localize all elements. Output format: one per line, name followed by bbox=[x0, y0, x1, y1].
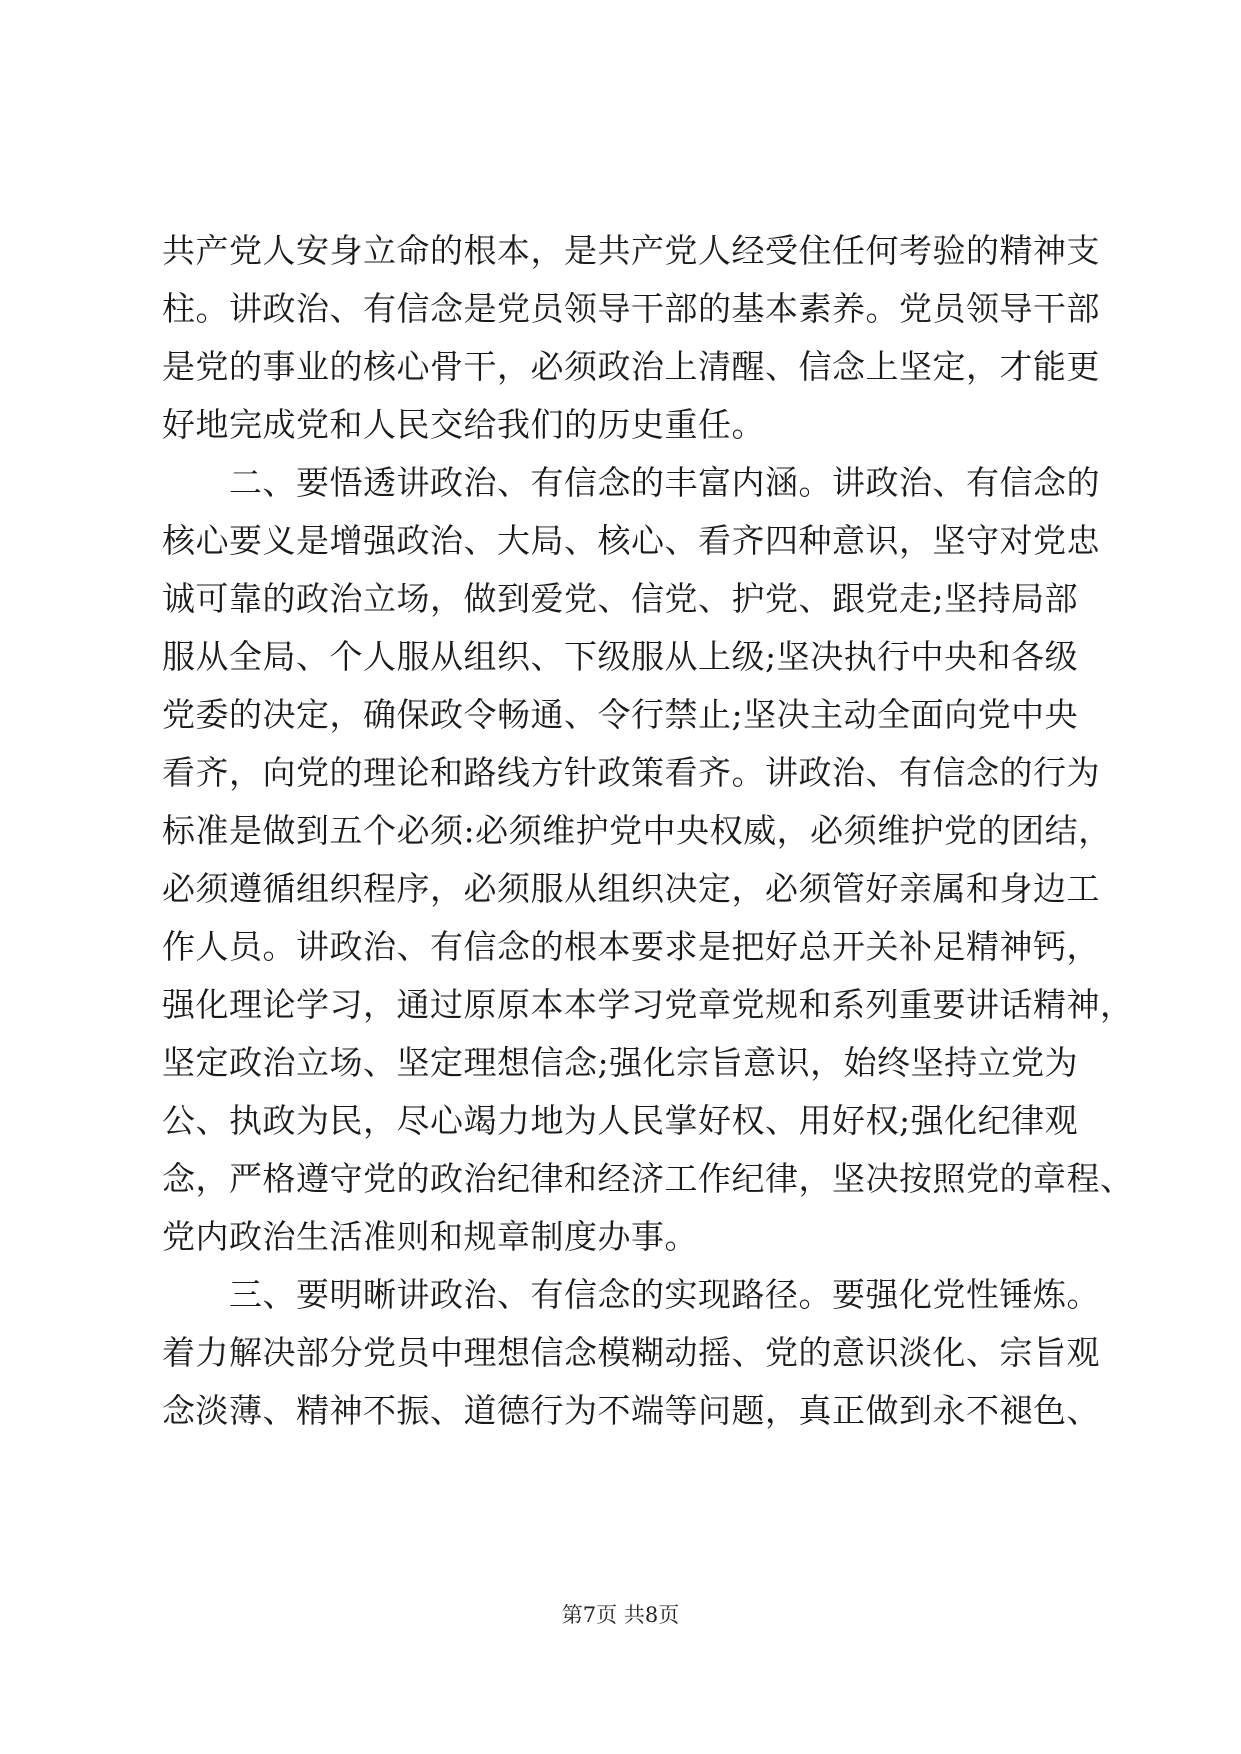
text-line: 着力解决部分党员中理想信念模糊动摇、党的意识淡化、宗旨观 bbox=[162, 1333, 1100, 1372]
text-line: 作人员。讲政治、有信念的根本要求是把好总开关补足精神钙， bbox=[162, 927, 1100, 966]
text-line: 看齐，向党的理论和路线方针政策看齐。讲政治、有信念的行为 bbox=[162, 753, 1100, 792]
text-line: 诚可靠的政治立场，做到爱党、信党、护党、跟党走;坚持局部 bbox=[162, 579, 1079, 618]
text-line: 柱。讲政治、有信念是党员领导干部的基本素养。党员领导干部 bbox=[162, 289, 1100, 328]
text-line: 核心要义是增强政治、大局、核心、看齐四种意识，坚守对党忠 bbox=[162, 521, 1100, 560]
text-line: 服从全局、个人服从组织、下级服从上级;坚决执行中央和各级 bbox=[162, 637, 1079, 676]
text-line: 公、执政为民，尽心竭力地为人民掌好权、用好权;强化纪律观 bbox=[162, 1101, 1079, 1140]
text-line: 念，严格遵守党的政治纪律和经济工作纪律，坚决按照党的章程、 bbox=[162, 1159, 1134, 1198]
text-line: 标准是做到五个必须:必须维护党中央权威，必须维护党的团结， bbox=[162, 811, 1112, 850]
text-line: 好地完成党和人民交给我们的历史重任。 bbox=[162, 405, 765, 444]
page-number-footer: 第7页 共8页 bbox=[561, 1603, 680, 1627]
text-line: 坚定政治立场、坚定理想信念;强化宗旨意识，始终坚持立党为 bbox=[162, 1043, 1079, 1082]
text-line: 二、要悟透讲政治、有信念的丰富内涵。讲政治、有信念的 bbox=[162, 463, 1100, 502]
text-line: 共产党人安身立命的根本，是共产党人经受住任何考验的精神支 bbox=[162, 231, 1100, 270]
text-line: 三、要明晰讲政治、有信念的实现路径。要强化党性锤炼。 bbox=[162, 1275, 1100, 1314]
text-line: 强化理论学习，通过原原本本学习党章党规和系列重要讲话精神， bbox=[162, 985, 1134, 1024]
text-line: 党内政治生活准则和规章制度办事。 bbox=[162, 1217, 698, 1256]
text-line: 是党的事业的核心骨干，必须政治上清醒、信念上坚定，才能更 bbox=[162, 347, 1100, 386]
text-line: 念淡薄、精神不振、道德行为不端等问题，真正做到永不褪色、 bbox=[162, 1391, 1100, 1430]
text-line: 必须遵循组织程序，必须服从组织决定，必须管好亲属和身边工 bbox=[162, 869, 1100, 908]
text-line: 党委的决定，确保政令畅通、令行禁止;坚决主动全面向党中央 bbox=[162, 695, 1079, 734]
